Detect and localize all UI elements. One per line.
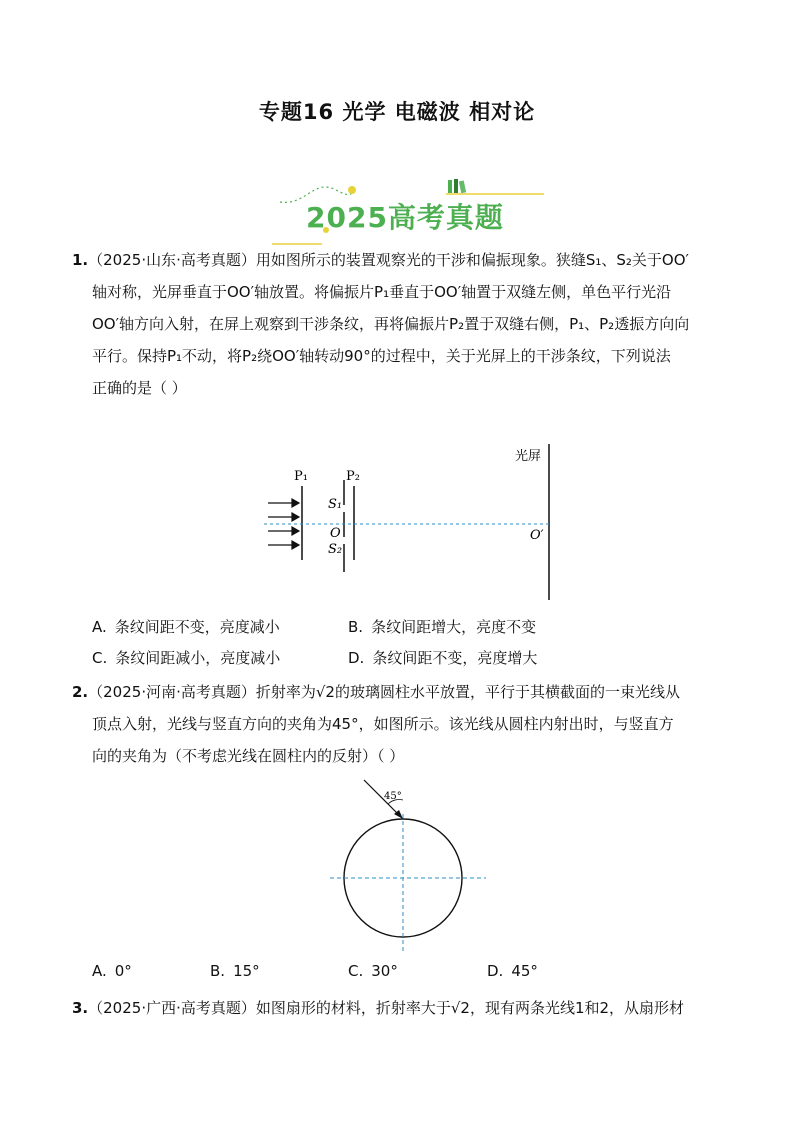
choice-a[interactable] [92,962,132,980]
choice-c[interactable] [92,647,280,668]
choice-b[interactable] [348,616,536,637]
question-line: 向的夹角为（不考虑光线在圆柱内的反射）（ ） [92,747,405,765]
p2-label: P₂ [346,469,360,484]
choice-label: D. [487,962,504,980]
double-slit-figure [262,440,562,606]
choice-b[interactable] [210,962,260,980]
page-title: 专题16 光学 电磁波 相对论 [258,100,536,124]
choice-a[interactable] [92,616,280,637]
s2-label: S₂ [328,542,343,557]
question-line: （2025·广西·高考真题）如图扇形的材料，折射率大于√2，现有两条光线1和2，从扇形材 [88,999,685,1017]
choice-text: 0° [114,962,132,980]
banner-title: 2025高考真题 [306,201,504,234]
choice-d[interactable] [348,647,537,668]
choice-text: 条纹间距不变，亮度减小 [114,618,280,636]
question-line: 平行。保持P₁不动，将P₂绕OO′轴转动90°的过程中，关于光屏上的干涉条纹，下列说法 [92,347,671,365]
choice-label: B. [348,618,364,636]
choice-text: 条纹间距不变，亮度增大 [372,649,538,667]
choice-c[interactable] [348,962,398,980]
question-number: 1. [72,251,89,269]
choice-text: 15° [233,962,260,980]
question-line: 轴对称，光屏垂直于OO′轴放置。将偏振片P₁垂直于OO′轴置于双缝左侧，单色平行光沿 [92,283,672,301]
choice-label: A. [92,962,107,980]
choice-label: A. [92,618,107,636]
choice-label: C. [92,649,108,667]
question-number: 3. [72,999,89,1017]
p1-label: P₁ [294,469,308,484]
question-number: 2. [72,683,89,701]
o-prime-label: O′ [530,528,544,543]
question-1 [72,244,732,404]
choice-label: C. [348,962,364,980]
question-line: （2025·山东·高考真题）用如图所示的装置观察光的干涉和偏振现象。狭缝S₁、S₂关于OO′ [88,251,689,269]
o-label: O [330,526,341,541]
s1-label: S₁ [328,497,343,512]
question-line: OO′轴方向入射，在屏上观察到干涉条纹，再将偏振片P₂置于双缝右侧，P₁、P₂透振方向向 [92,315,690,333]
choice-label: D. [348,649,365,667]
choice-text: 45° [511,962,538,980]
question-3 [72,992,732,1024]
question-line: 正确的是（ ） [92,379,187,397]
choice-text: 条纹间距增大，亮度不变 [371,618,537,636]
choice-label: B. [210,962,226,980]
choice-text: 30° [371,962,398,980]
question-line: （2025·河南·高考真题）折射率为√2的玻璃圆柱水平放置，平行于其横截面的一束光线从 [88,683,680,701]
choice-text: 条纹间距减小，亮度减小 [115,649,281,667]
screen-label: 光屏 [515,449,542,464]
question-line: 顶点入射，光线与竖直方向的夹角为45°，如图所示。该光线从圆柱内射出时，与竖直方 [92,715,674,733]
section-banner [266,176,556,250]
choice-d[interactable] [487,962,538,980]
question-2 [72,676,732,772]
glass-cylinder-figure [326,776,490,956]
angle-label: 45° [384,791,402,802]
